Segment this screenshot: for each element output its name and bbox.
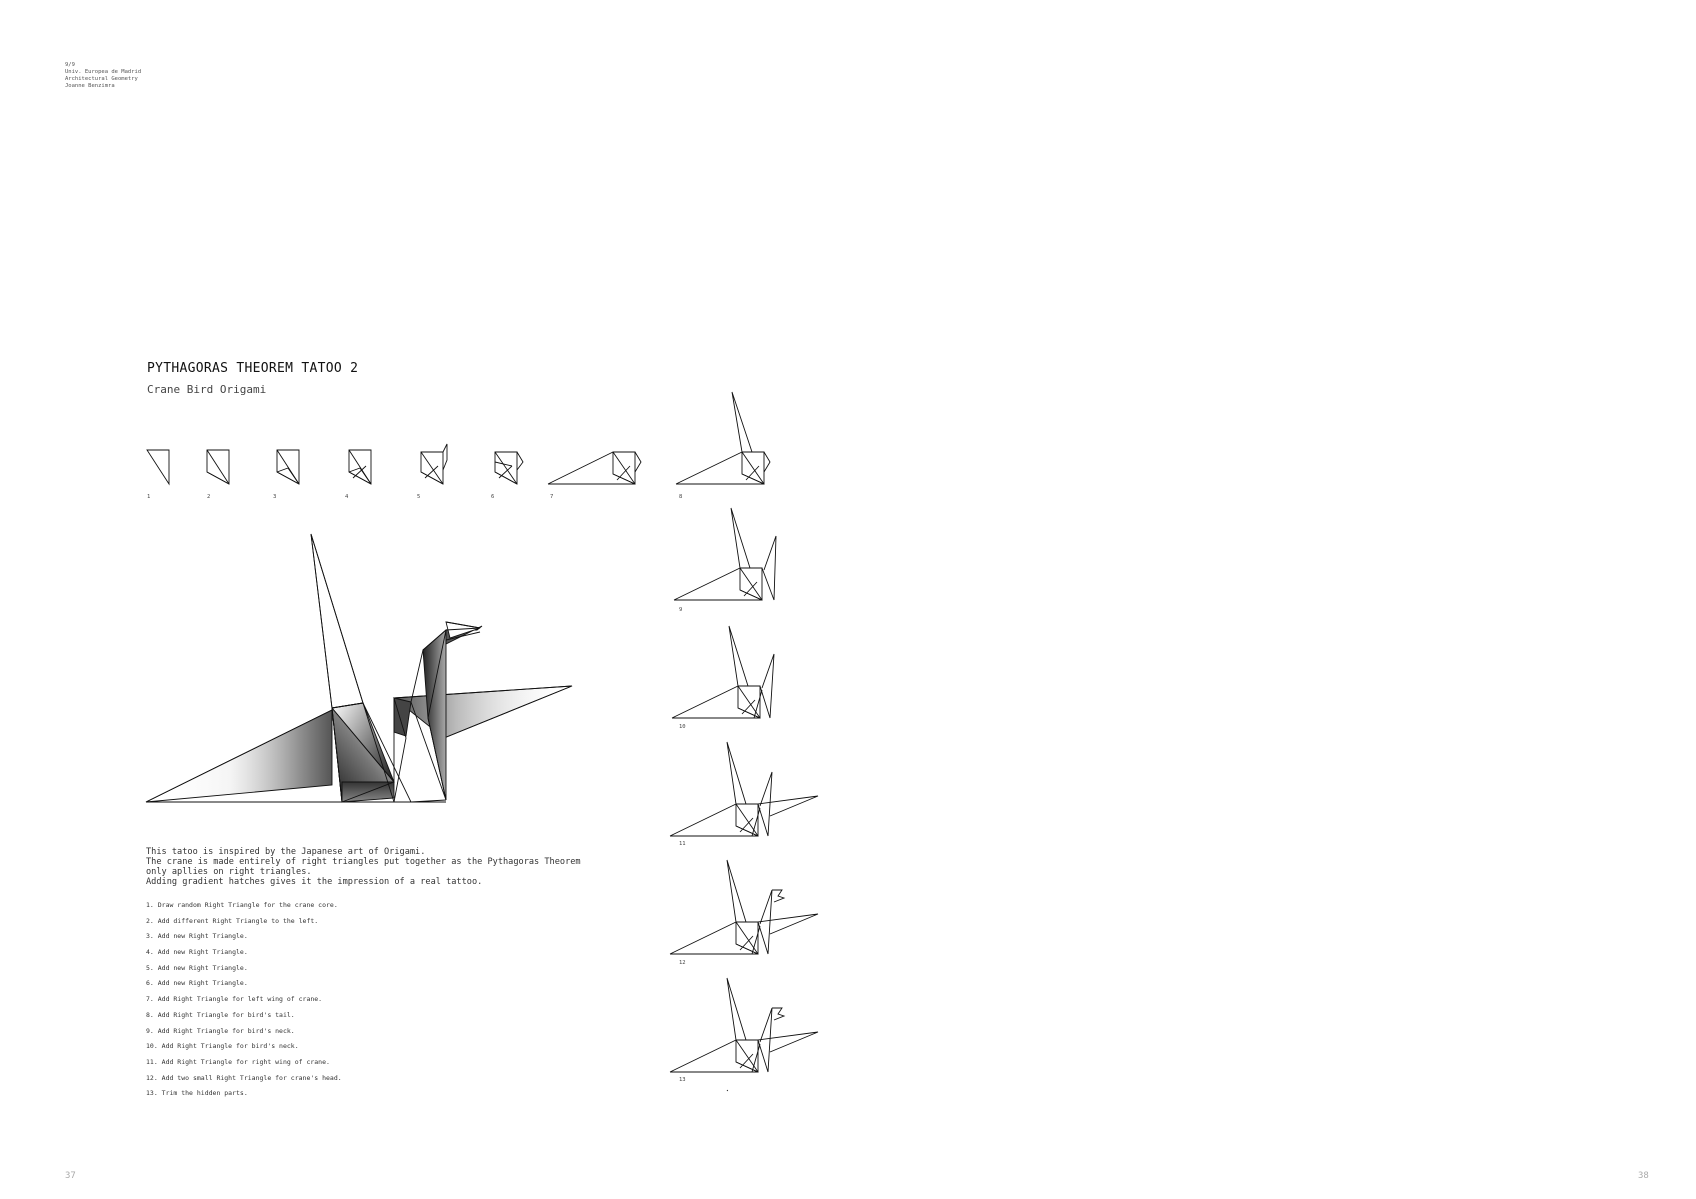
step-number: 10 — [679, 724, 686, 730]
step-number: 9 — [679, 607, 683, 613]
step-number: 7 — [550, 494, 554, 500]
step-1-sketch — [147, 450, 169, 484]
step-11-sketch — [670, 742, 818, 836]
instruction-item: 6. Add new Right Triangle. — [146, 979, 248, 988]
step-10-sketch — [672, 626, 774, 718]
step-number: 13 — [679, 1077, 686, 1083]
step-13-sketch — [670, 978, 818, 1091]
step-number: 12 — [679, 960, 686, 966]
instruction-item: 12. Add two small Right Triangle for crane's head. — [146, 1073, 342, 1082]
step-6-sketch — [495, 452, 523, 484]
instructions-list — [146, 901, 342, 1105]
step-number: 2 — [207, 494, 211, 500]
step-number: 5 — [417, 494, 421, 500]
step-9-sketch — [674, 508, 776, 600]
step-3-sketch — [277, 450, 299, 484]
description-text: This tatoo is inspired by the Japanese art of Origami. The crane is made entirely of right triangles put together as the Pythagoras Theorem only apllies on right triangles. Adding gradient hatches gives it the impression of a real tattoo. — [146, 847, 581, 887]
instruction-item: 7. Add Right Triangle for left wing of crane. — [146, 995, 323, 1004]
header-line: 9/9 — [65, 62, 75, 68]
page-subtitle: Crane Bird Origami — [147, 383, 267, 396]
header-line: Joanne Benzimra — [65, 83, 115, 89]
main-crane-tattoo — [146, 534, 572, 802]
step-4-sketch — [349, 450, 371, 484]
header-line: Architectural Geometry — [65, 76, 138, 82]
page-title: PYTHAGORAS THEOREM TATOO 2 — [147, 361, 359, 376]
step-number: 4 — [345, 494, 349, 500]
step-number: 8 — [679, 494, 683, 500]
step-number: 11 — [679, 841, 686, 847]
instruction-item: 5. Add new Right Triangle. — [146, 963, 248, 972]
step-2-sketch — [207, 450, 229, 484]
page-number-right: 38 — [1638, 1171, 1649, 1181]
instruction-item: 11. Add Right Triangle for right wing of crane. — [146, 1057, 330, 1066]
step-number: 3 — [273, 494, 277, 500]
instruction-item: 3. Add new Right Triangle. — [146, 932, 248, 941]
instruction-item: 13. Trim the hidden parts. — [146, 1089, 248, 1098]
page-number-left: 37 — [65, 1171, 76, 1181]
header-line: Univ. Europea de Madrid — [65, 69, 142, 75]
instruction-item: 1. Draw random Right Triangle for the crane core. — [146, 901, 338, 909]
instruction-item: 4. Add new Right Triangle. — [146, 948, 248, 957]
instruction-item: 2. Add different Right Triangle to the left. — [146, 916, 319, 925]
step-8-sketch — [676, 392, 770, 484]
step-5-sketch — [421, 444, 447, 484]
instruction-item: 8. Add Right Triangle for bird's tail. — [146, 1010, 295, 1019]
step-7-sketch — [548, 452, 641, 484]
instruction-item: 9. Add Right Triangle for bird's neck. — [146, 1026, 295, 1035]
step-12-sketch — [670, 860, 818, 954]
step-number: 1 — [147, 494, 151, 500]
step-number: 6 — [491, 494, 495, 500]
instruction-item: 10. Add Right Triangle for bird's neck. — [146, 1042, 299, 1051]
